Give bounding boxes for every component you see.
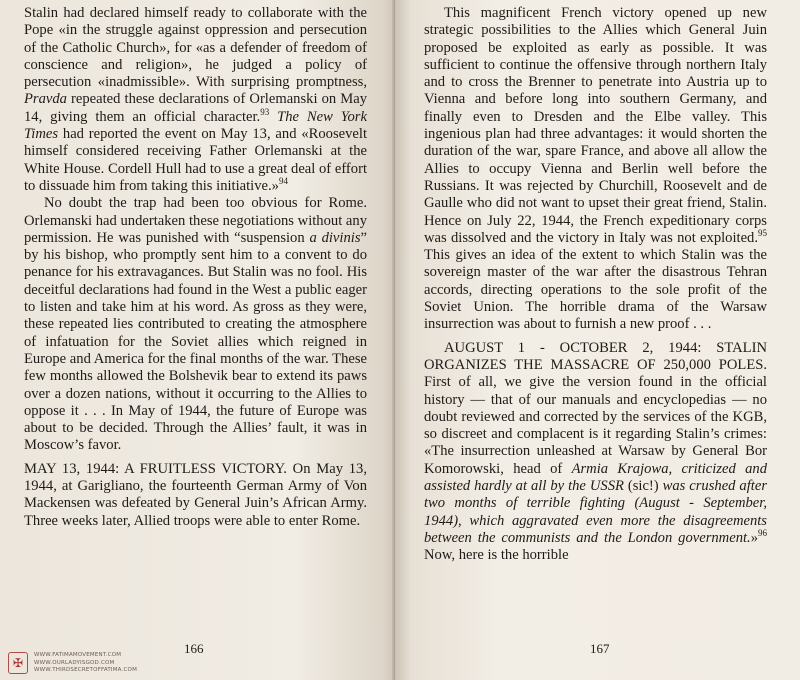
text-run: Now, here is the horrible [424, 547, 569, 564]
fatima-logo-icon: ✠ [8, 652, 28, 674]
text-run: The New York Times [24, 108, 367, 143]
left-page [0, 0, 395, 680]
left-page-text [24, 5, 367, 530]
body-paragraph [24, 5, 367, 195]
page-number-left: 166 [184, 641, 204, 656]
footnote-ref: 94 [278, 176, 288, 187]
text-run: Armia Krajowa, criticized and assisted hardly at all by the USSR [424, 460, 768, 495]
text-run: ” by his bishop, who promptly sent him to a convent to do penance for his extravagances. But Stalin was no fool. His deceitful declarations had found in the West a public eager to listen and take him at his word. As gross as they were, these repeated lies contributed to creating the atmosphere of infatuation for the Soviet allies which reigned in Europe and America for the final months of the war. These few months allowed the Bolshevik bear to extend its paws over a dozen nations, without it occurring to the Allies to oppose it . . . In May of 1944, the future of Europe was about to be decided. Through the Allies’ fault, it was in Moscow’s favor. [24, 229, 367, 454]
text-run: MAY 13, 1944: A FRUITLESS VICTORY. On May 13, 1944, at Garigliano, the fourteenth German Army of Von Mackensen was defeated by General Juin’s African Army. Three weeks later, Allied troops were able to enter Rome. [24, 460, 367, 529]
page-number-right: 167 [590, 641, 610, 656]
footer-watermark [8, 650, 188, 678]
text-run: Pravda [24, 91, 67, 108]
body-paragraph [424, 5, 767, 334]
text-run: No doubt the trap had been too obvious for Rome. Orlemanski had undertaken these negotiations without any permission. He was punished with “suspension [24, 195, 367, 246]
text-run: a divinis [309, 229, 361, 246]
footnote-ref: 95 [758, 228, 767, 238]
text-run: AUGUST 1 - OCTOBER 2, 1944: STALIN ORGANIZES THE MASSACRE OF 250,000 POLES. First of all, we give the version found in the official history — that of our manuals and encyclopedias — no doubt reviewed and corrected by the services of the KGB, so discreet and complacent is it regarding Stalin’s crimes: «The insurrection unleashed at Warsaw by General Bor Komorowski, head of [424, 339, 767, 477]
text-run: (sic!) [623, 478, 663, 495]
text-run: This magnificent French victory opened up new strategic possibilities to the Allies which General Juin proposed be exploited as early as possible. It was sufficient to continue the offensive through northern Italy and to cross the Brenner to penetrate into Austria up to Vienna and before long into southern Germany, and finally even to Dresden and the Elbe valley. This ingenious plan had three advantages: it would shorten the duration of the war, spare France, and above all allow the Allies to occupy Vienna and Berlin well before the Russians. It was rejected by Churchill, Roosevelt and de Gaulle who did not want to upset their great friend, Stalin. Hence on July 22, 1944, the French expeditionary corps was dissolved and the victory in Italy was not exploited. [424, 5, 767, 246]
section-heading-paragraph [424, 340, 767, 565]
footer-urls [34, 652, 137, 675]
text-run: » [750, 529, 758, 546]
text-run: repeated these declarations of Orlemanski on May 14, giving them an official character. [24, 91, 367, 125]
right-page-text [424, 5, 767, 565]
text-run: This gives an idea of the extent to which Stalin was the sovereign master of the war after the disastrous Tehran accords, directing operations to the sole profit of the Soviet Union. The horrible drama of the Warsaw insurrection was about to furnish a new proof . . . [424, 247, 767, 333]
section-heading-paragraph [24, 461, 367, 530]
text-run [269, 109, 277, 125]
footer-url: WWW.THIRDSECRETOFFATIMA.COM [34, 667, 138, 673]
text-run: had reported the event on May 13, and «Roosevelt himself considered receiving Father Orlemanski at the White House. Cordell Hull had to use a great deal of effort to dissuade him from taking this initiative.» [24, 126, 367, 194]
footer-url: WWW.FATIMAMOVEMENT.COM [34, 652, 122, 658]
footnote-ref: 96 [758, 528, 767, 539]
footnote-ref: 93 [260, 106, 270, 117]
text-run: Stalin had declared himself ready to collaborate with the Pope «in the struggle against oppression and persecution of the Catholic Church», for «as a defender of freedom of conscience and religion», he judged a policy of persecution «inadmissible». With surprising promptness, [24, 5, 367, 91]
text-run: was crushed after two months of terrible fighting (August - September, 1944), which aggravated even more the disagreements between the communists and the London government. [424, 478, 767, 546]
footer-url: WWW.OURLADYISGOD.COM [34, 659, 115, 666]
body-paragraph [24, 195, 367, 454]
